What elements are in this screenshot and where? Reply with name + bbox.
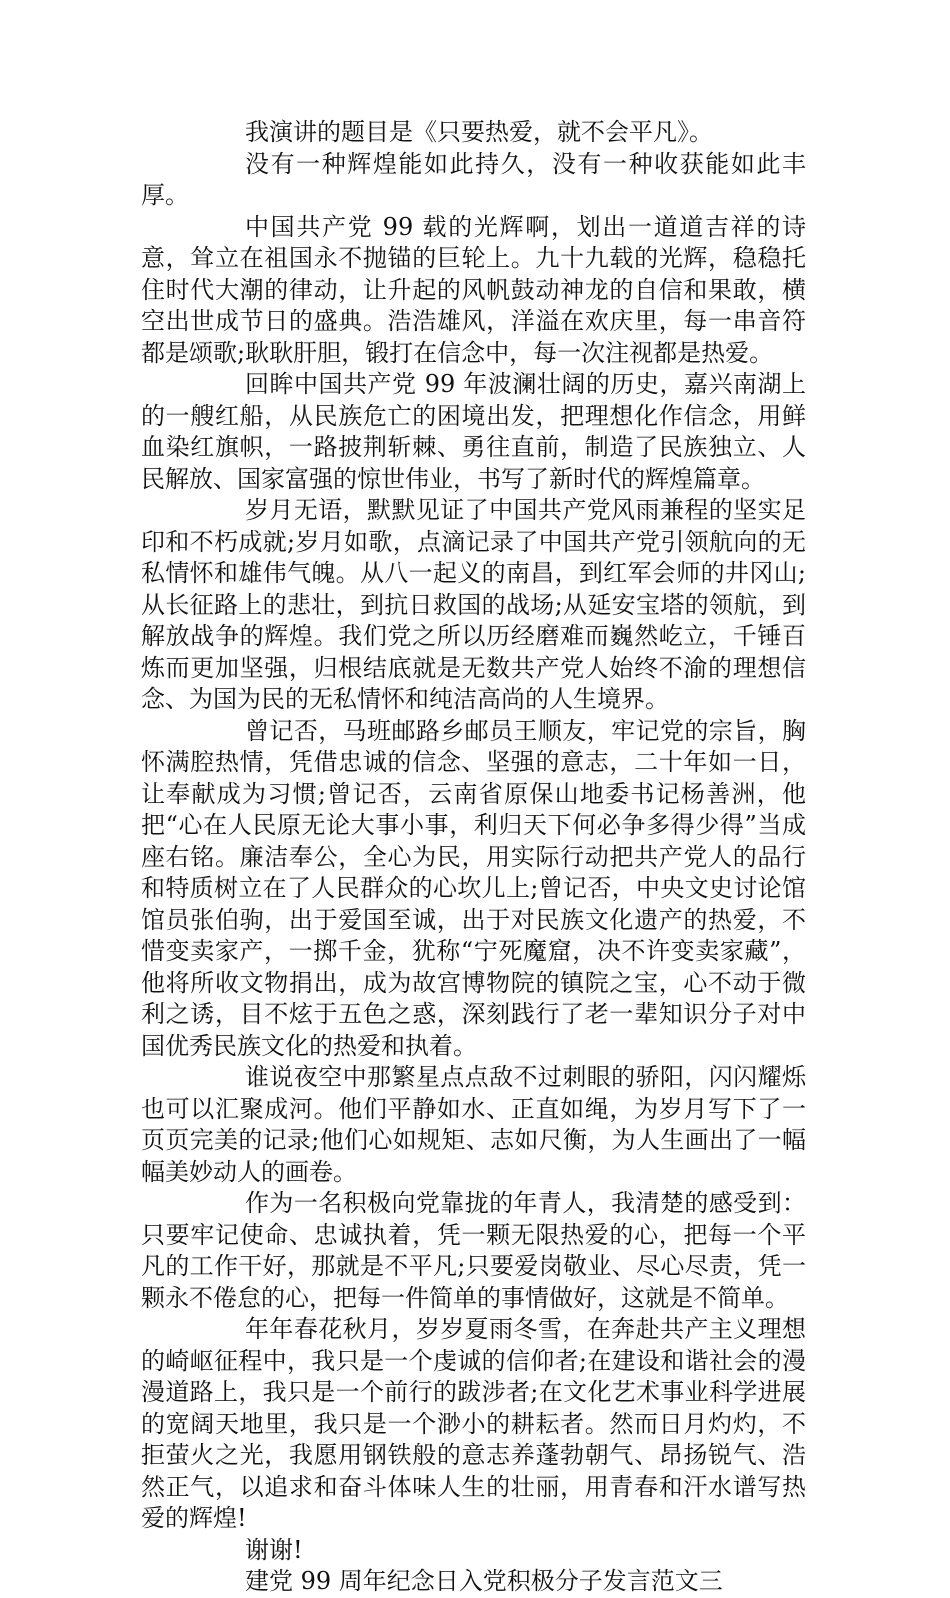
paragraph-history: 回眸中国共产党 99 年波澜壮阔的历史，嘉兴南湖上的一艘红船，从民族危亡的困境出发，把理想化作信念，用鲜血染红旗帜，一路披荆斩棘、勇往直前，制造了民族独立、人民解放、国家富强的惊世伟业，书写了新时代的辉煌篇章。 — [141, 370, 806, 493]
paragraph-role-models: 曾记否，马班邮路乡邮员王顺友，牢记党的宗旨，胸怀满腔热情，凭借忠诚的信念、坚强的意志，二十年如一日，让奉献成为习惯;曾记否，云南省原保山地委书记杨善洲，他把“心在人民原无论大事小事，利归天下何必争多得少得”当成座右铭。廉洁奉公，全心为民，用实际行动把共产党人的品行和特质树立在了人民群众的心坎儿上;曾记否，中央文史讨论馆馆员张伯驹，出于爱国至诚，出于对民族文化遗产的热爱，不惜变卖家产，一掷千金，犹称“宁死魔窟，决不许变卖家藏”，他将所收文物捐出，成为故宫博物院的镇院之宝，心不动于微利之诱，目不炫于五色之惑，深刻践行了老一辈知识分子对中国优秀民族文化的热爱和执着。 — [141, 716, 806, 1060]
paragraph-opening: 没有一种辉煌能如此持久，没有一种收获能如此丰厚。 — [141, 149, 806, 209]
paragraph-next-heading: 建党 99 周年纪念日入党积极分子发言范文三 — [245, 1567, 723, 1595]
paragraph-thanks: 谢谢! — [245, 1535, 303, 1564]
paragraph-years-witness: 岁月无语，默默见证了中国共产党风雨兼程的坚实足印和不朽成就;岁月如歌，点滴记录了中国共产党引领航向的无私情怀和雄伟气魄。从八一起义的南昌，到红军会师的井冈山;从长征路上的悲壮，到抗日救国的战场;从延安宝塔的领航，到解放战争的辉煌。我们党之所以历经磨难而巍然屹立，千锤百炼而更加坚强，归根结底就是无数共产党人始终不渝的理想信念、为国为民的无私情怀和纯洁高尚的人生境界。 — [141, 496, 806, 713]
document-body — [141, 117, 806, 1598]
paragraph-pledge: 年年春花秋月，岁岁夏雨冬雪，在奔赴共产主义理想的崎岖征程中，我只是一个虔诚的信仰者;在建设和谐社会的漫漫道路上，我只是一个前行的跋涉者;在文化艺术事业科学进展的宽阔天地里，我只是一个渺小的耕耘者。然而日月灼灼，不拒萤火之光，我愿用钢铁般的意志养蓬勃朝气、昂扬锐气、浩然正气，以追求和奋斗体味人生的壮丽，用青春和汗水谱写热爱的辉煌! — [141, 1315, 806, 1532]
paragraph-youth: 作为一名积极向党靠拢的年青人，我清楚的感受到：只要牢记使命、忠诚执着，凭一颗无限热爱的心，把每一个平凡的工作干好，那就是不平凡;只要爱岗敬业、尽心尽责，凭一颗永不倦怠的心，把每一件简单的事情做好，这就是不简单。 — [141, 1189, 806, 1312]
paragraph-party-glory: 中国共产党 99 载的光辉啊，划出一道道吉祥的诗意，耸立在祖国永不抛锚的巨轮上。九十九载的光辉，稳稳托住时代大潮的律动，让升起的风帆鼓动神龙的自信和果敢，横空出世成节日的盛典。浩浩雄风，洋溢在欢庆里，每一串音符都是颂歌;耿耿肝胆，锻打在信念中，每一次注视都是热爱。 — [141, 212, 806, 367]
paragraph-stars: 谁说夜空中那繁星点点敌不过刺眼的骄阳，闪闪耀烁也可以汇聚成河。他们平静如水、正直如绳，为岁月写下了一页页完美的记录;他们心如规矩、志如尺衡，为人生画出了一幅幅美妙动人的画卷。 — [141, 1063, 806, 1186]
paragraph-speech-title: 我演讲的题目是《只要热爱，就不会平凡》。 — [245, 118, 713, 146]
